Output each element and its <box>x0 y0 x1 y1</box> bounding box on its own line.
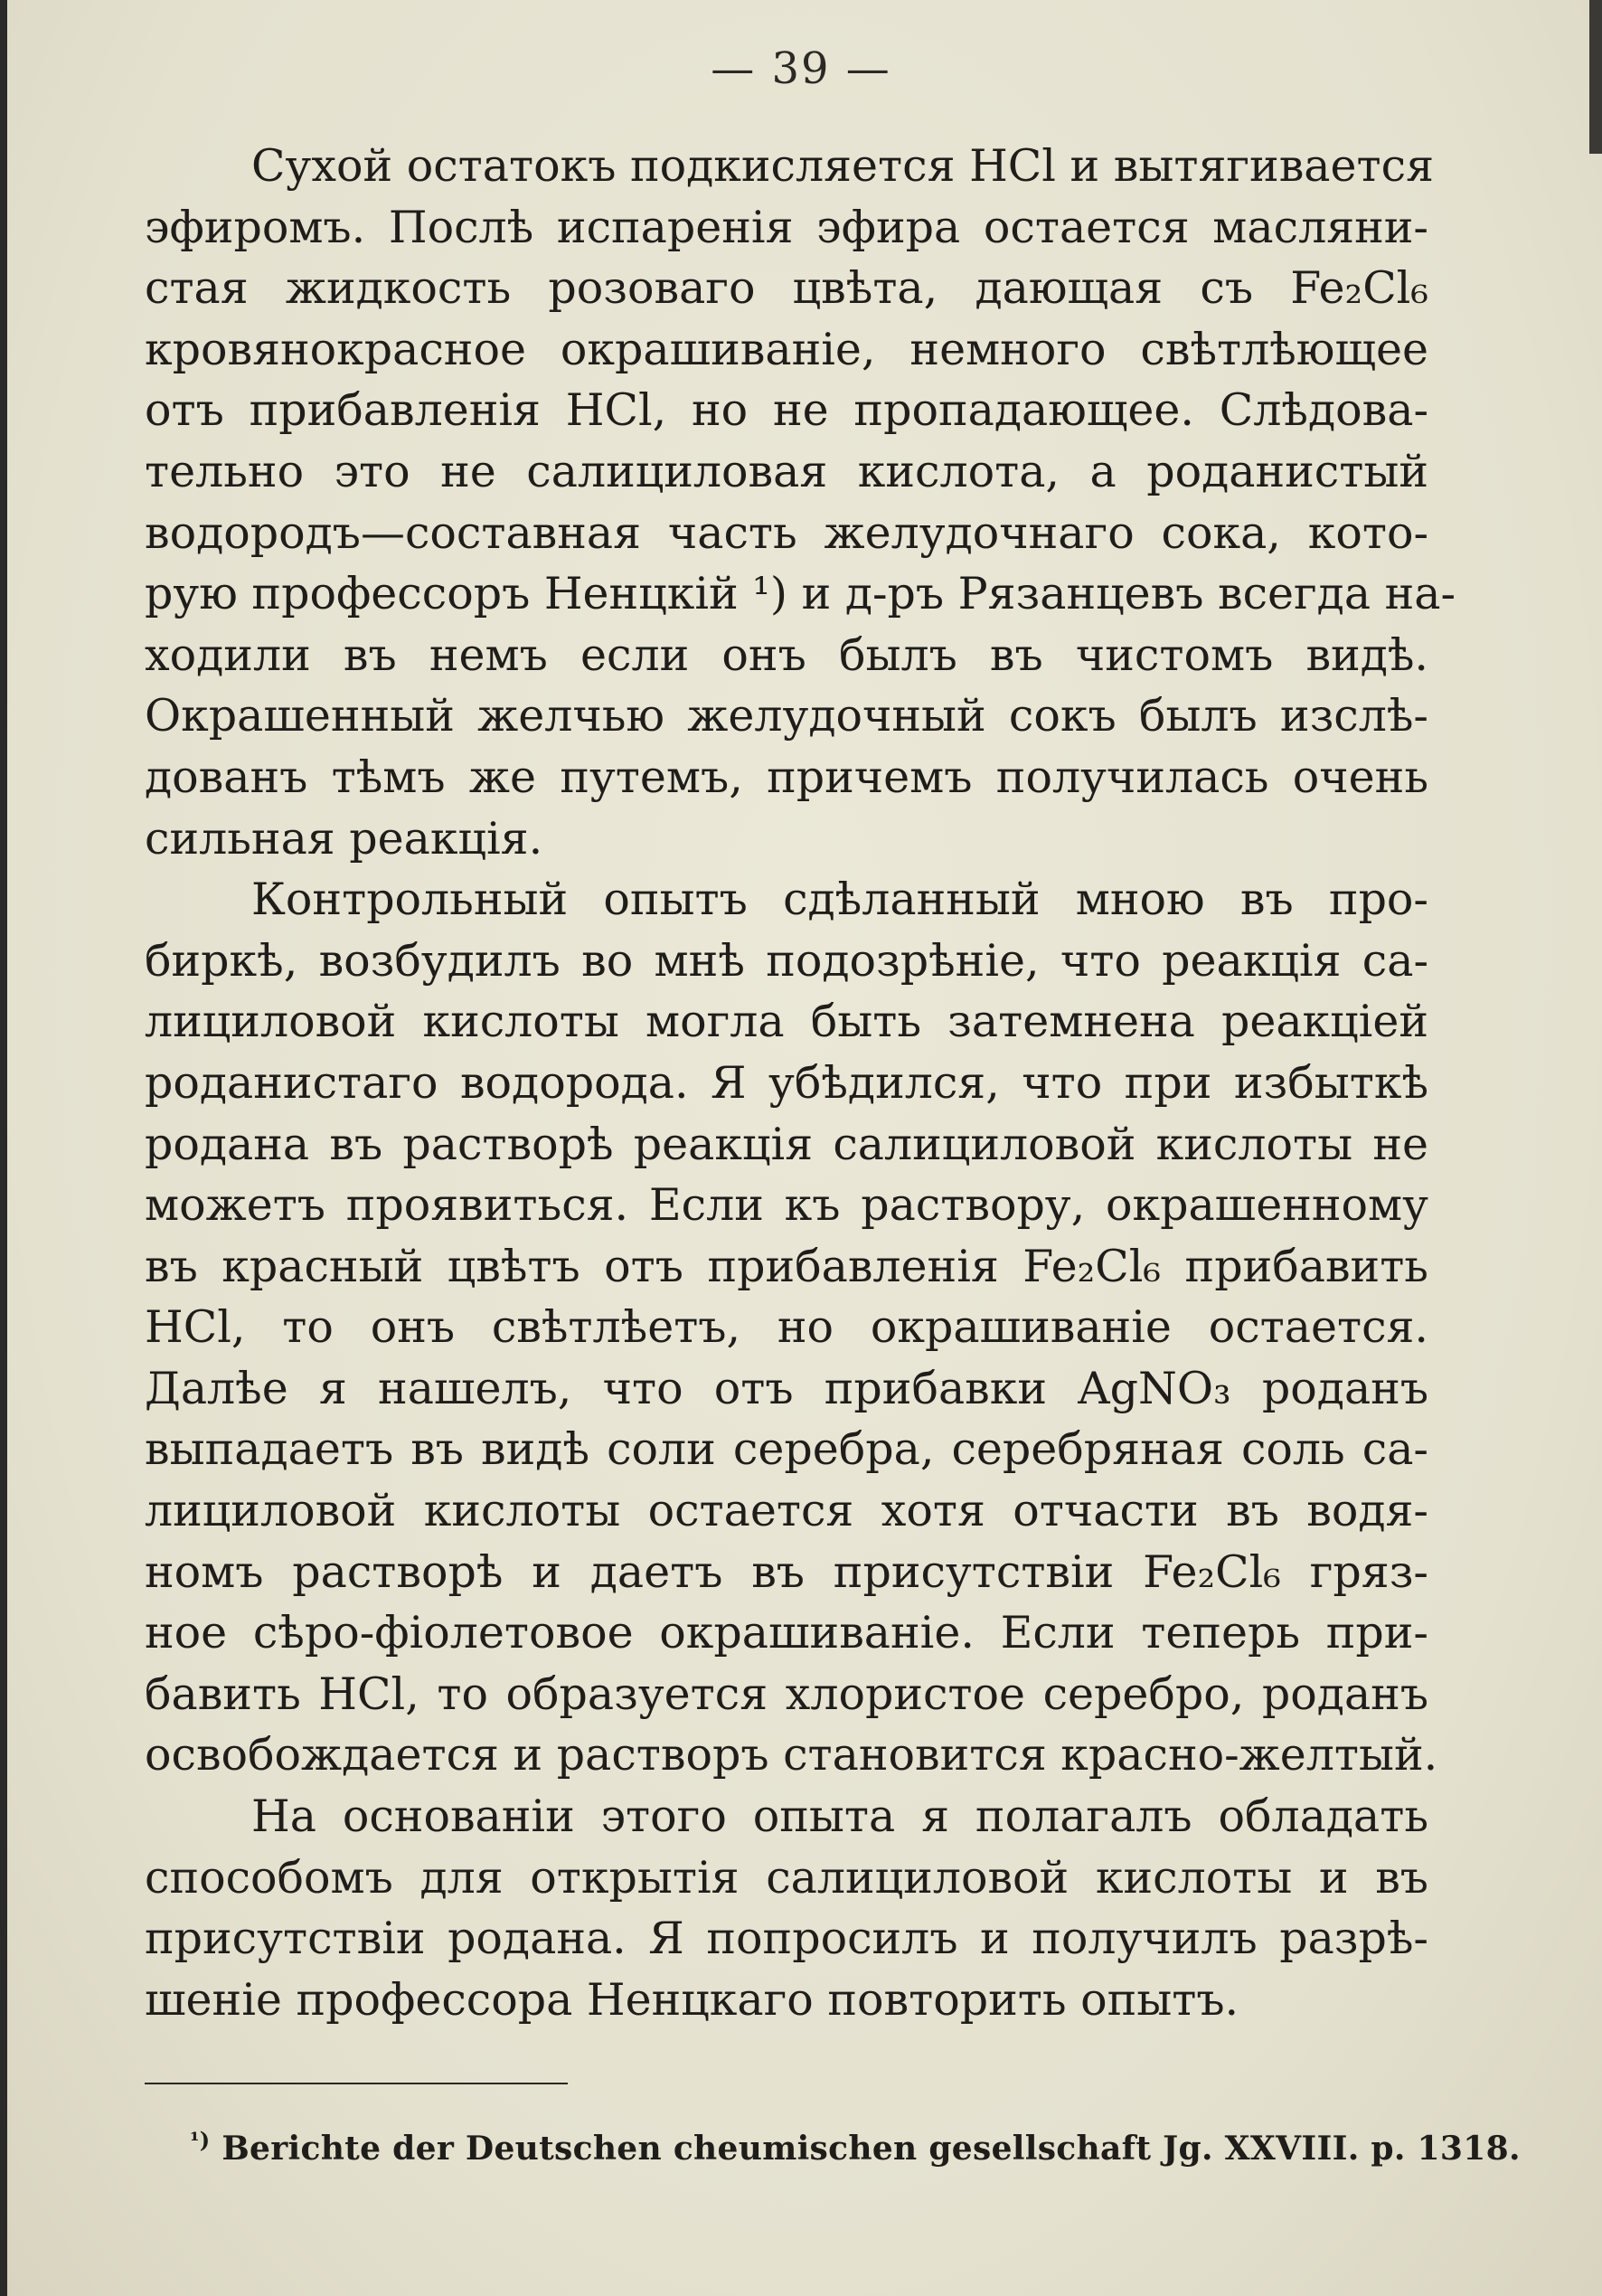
text-line: тельно это не салициловая кислота, а роданистый <box>145 445 1428 497</box>
text-line: сильная реакція. <box>145 812 543 865</box>
text-line: Далѣе я нашелъ, что отъ прибавки AgNO₃ роданъ <box>145 1362 1428 1414</box>
text-line: стая жидкость розоваго цвѣта, дающая съ Fe₂Cl₆ <box>145 262 1428 315</box>
text-line: роданистаго водорода. Я убѣдился, что при избыткѣ <box>145 1056 1428 1109</box>
text-line: водородъ—составная часть желудочнаго сока, кото- <box>145 506 1428 559</box>
text-line: ное сѣро-фіолетовое окрашиваніе. Если теперь при- <box>145 1607 1428 1659</box>
text-line: Сухой остатокъ подкисляется HCl и вытягивается <box>251 140 1434 192</box>
text-line: отъ прибавленія HCl, но не пропадающее. Слѣдова- <box>145 384 1428 437</box>
text-line: номъ растворѣ и даетъ въ присутствіи Fe₂Cl₆ гряз- <box>145 1545 1428 1598</box>
body-text <box>145 136 1456 2030</box>
text-line: кровянокрасное окрашиваніе, немного свѣтлѣющее <box>145 323 1428 375</box>
footnote-marker: ¹) <box>190 2127 211 2153</box>
text-line: На основаніи этого опыта я полагалъ обладать <box>251 1791 1428 1843</box>
text-line: эфиромъ. Послѣ испаренія эфира остается масляни- <box>145 201 1428 253</box>
text-line: HCl, то онъ свѣтлѣетъ, но окрашиваніе остается. <box>145 1301 1428 1354</box>
text-line: выпадаетъ въ видѣ соли серебра, серебряная соль са- <box>145 1423 1428 1476</box>
footnote <box>190 2127 1521 2168</box>
scan-edge-left <box>0 0 7 2296</box>
text-line: можетъ проявиться. Если къ раствору, окрашенному <box>145 1179 1428 1232</box>
text-line: Окрашенный желчью желудочный сокъ былъ изслѣ- <box>145 690 1428 742</box>
text-line: Контрольный опытъ сдѣланный мною въ про- <box>251 874 1428 926</box>
text-line: ходили въ немъ если онъ былъ въ чистомъ видѣ. <box>145 628 1428 681</box>
text-line: способомъ для открытія салициловой кислоты и въ <box>145 1851 1428 1904</box>
text-line: лициловой кислоты могла быть затемнена реакціей <box>145 996 1428 1048</box>
text-line: дованъ тѣмъ же путемъ, причемъ получилась очень <box>145 751 1428 803</box>
text-line: шеніе профессора Ненцкаго повторить опытъ. <box>145 1973 1239 2026</box>
text-line: биркѣ, возбудилъ во мнѣ подозрѣніе, что реакція са- <box>145 934 1428 987</box>
text-line: бавить HCl, то образуется хлористое серебро, роданъ <box>145 1668 1428 1720</box>
text-line: освобождается и растворъ становится красно-желтый. <box>145 1729 1438 1781</box>
footnote-rule <box>145 2083 568 2084</box>
text-line: рую профессоръ Ненцкій ¹) и д-ръ Рязанцевъ всегда на- <box>145 568 1456 620</box>
text-line: родана въ растворѣ реакція салициловой кислоты не <box>145 1118 1428 1170</box>
text-line: лициловой кислоты остается хотя отчасти въ водя- <box>145 1485 1428 1537</box>
page-number: — 39 — <box>711 43 891 94</box>
footnote-text: Berichte der Deutschen cheumischen gesellschaft Jg. XXVIII. p. 1318. <box>221 2130 1521 2168</box>
text-line: присутствіи родана. Я попросилъ и получилъ разрѣ- <box>145 1913 1428 1965</box>
text-line: въ красный цвѣтъ отъ прибавленія Fe₂Cl₆ прибавить <box>145 1240 1428 1292</box>
